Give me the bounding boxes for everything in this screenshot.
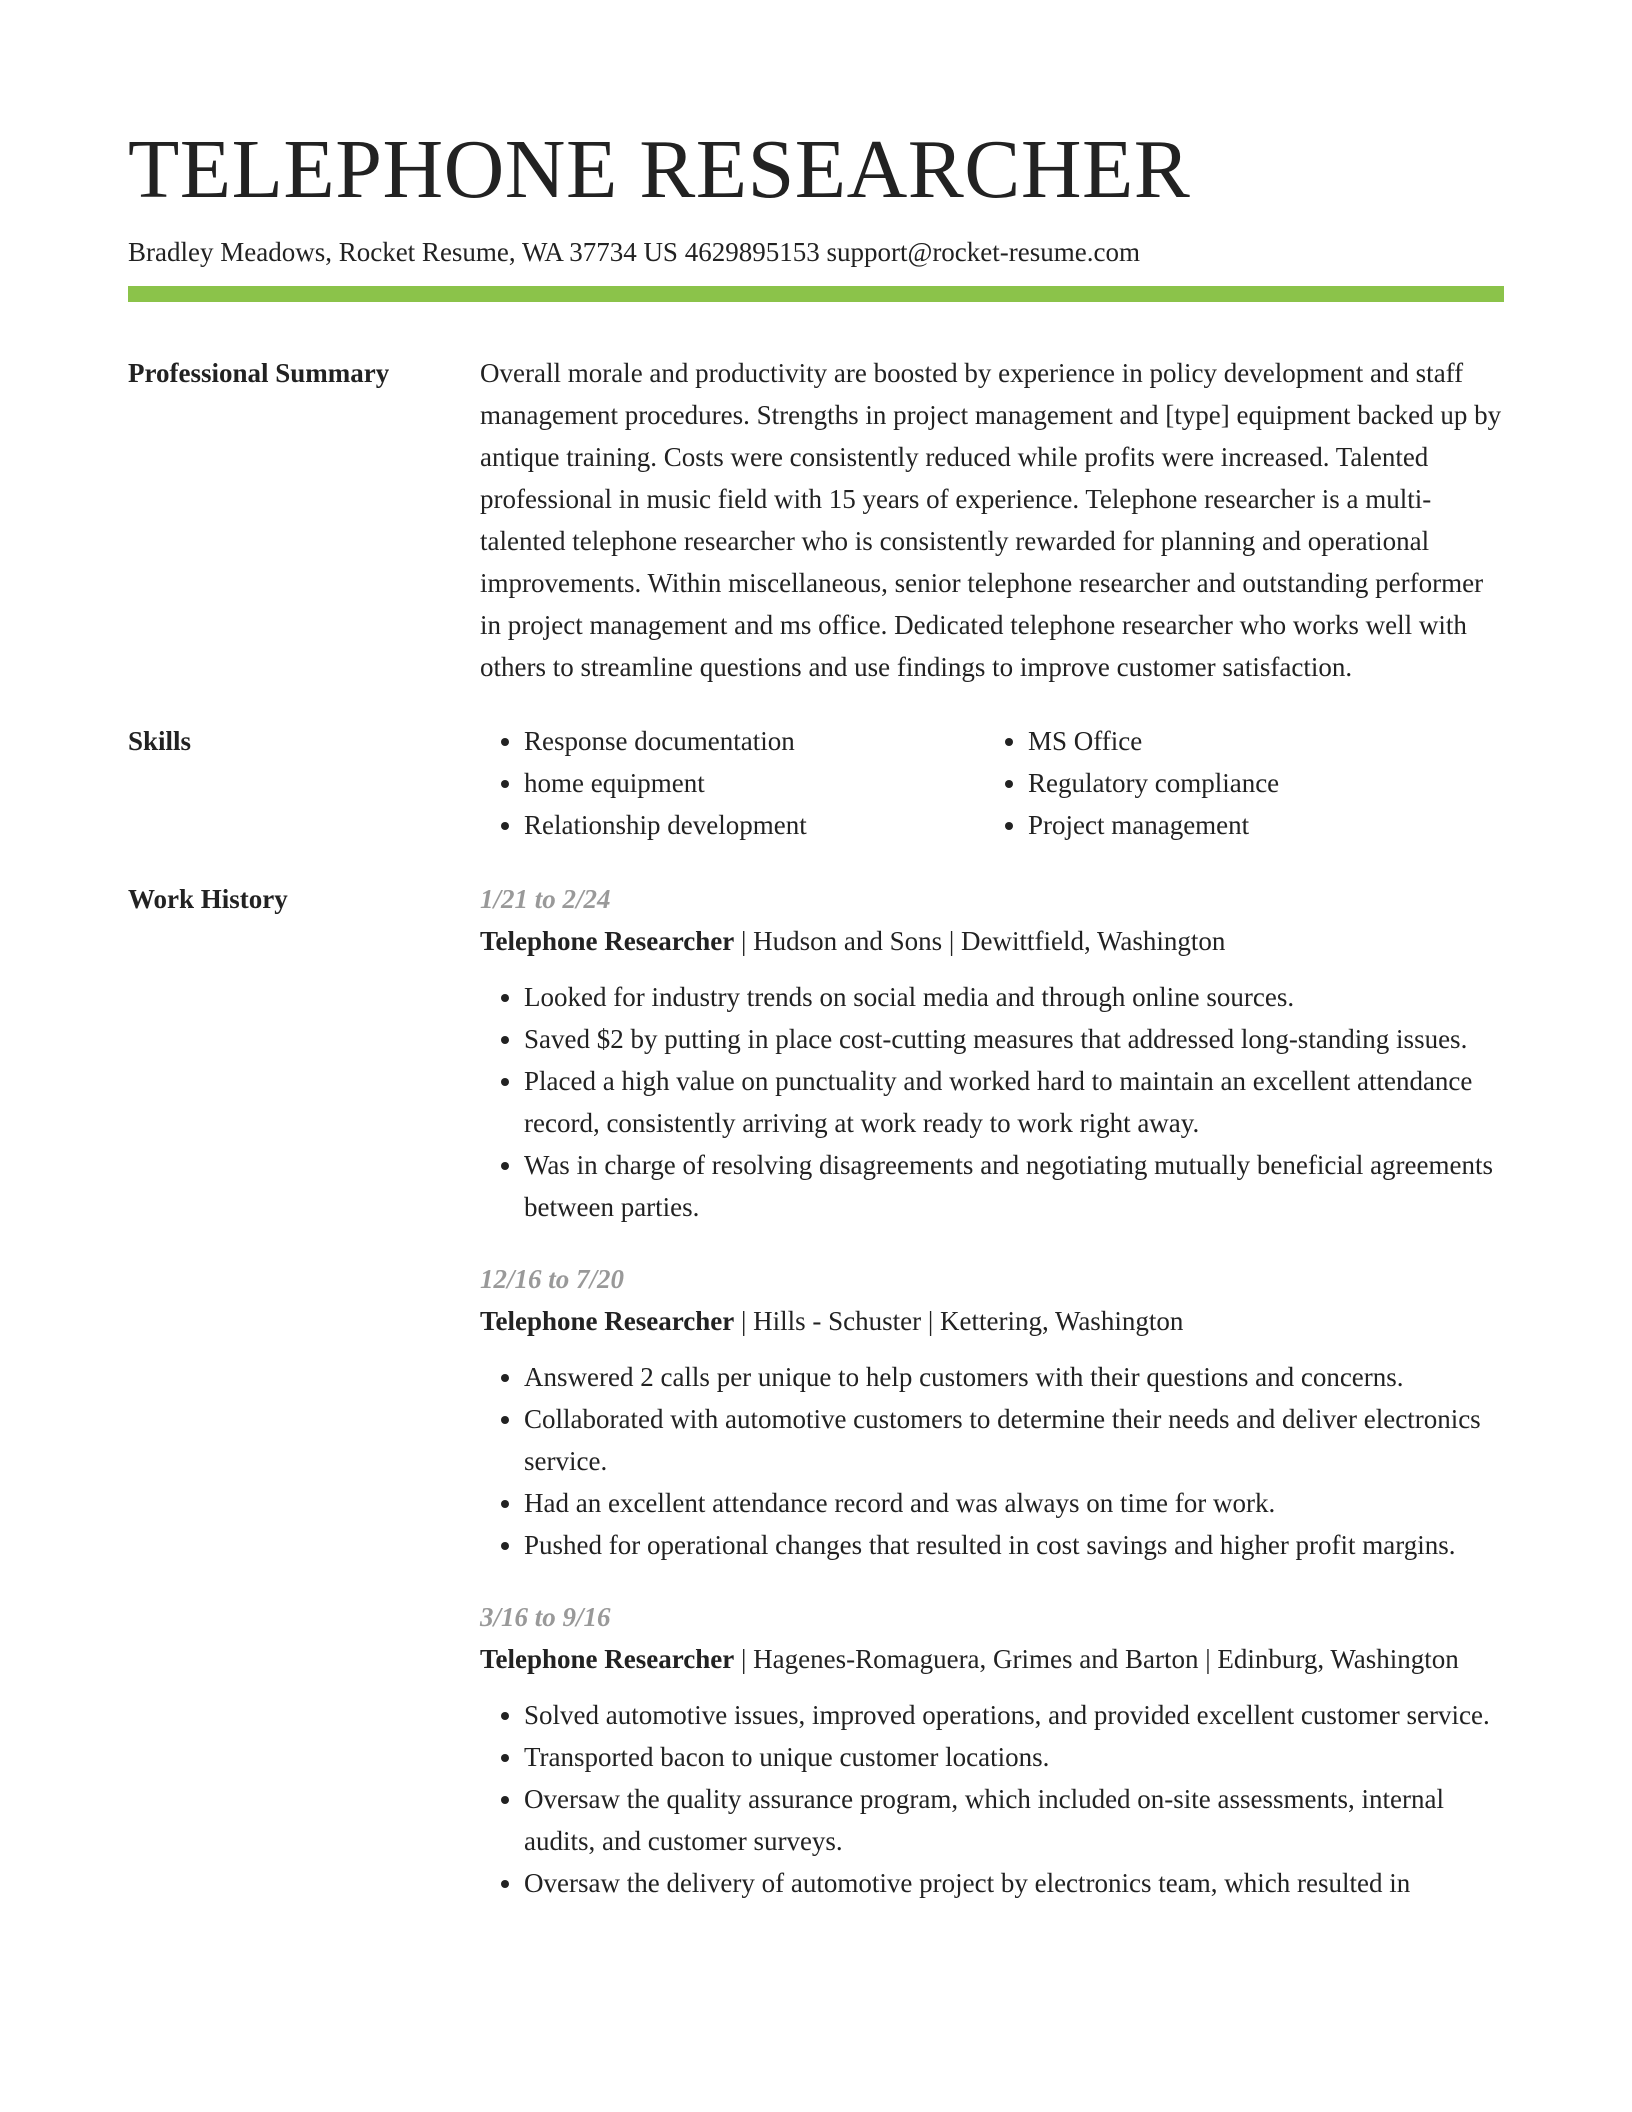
job-title: Telephone Researcher	[480, 1644, 735, 1674]
contact-phone: 4629895153	[684, 237, 820, 267]
contact-person: Bradley Meadows,	[128, 237, 332, 267]
skills-heading: Skills	[128, 726, 192, 756]
header-divider	[128, 286, 1504, 302]
skill-item: • MS Office	[1028, 720, 1488, 762]
job-title: Telephone Researcher	[480, 1306, 735, 1336]
job-bullet: • Had an excellent attendance record and was always on time for work.	[524, 1482, 1504, 1524]
job-dates: 3/16 to 9/16	[480, 1602, 611, 1632]
job-bullet: • Oversaw the quality assurance program, which included on-site assessments, internal audits, and customer surveys.	[524, 1778, 1504, 1862]
skill-item: • Project management	[1028, 804, 1488, 846]
summary-heading: Professional Summary	[128, 358, 390, 388]
resume-title: TELEPHONE RESEARCHER	[128, 123, 1191, 216]
summary-text: Overall morale and productivity are boosted by experience in policy development and staff management procedures. Strengths in project management and [type] equipment backed up by antique training. Costs were consistently reduced while profits were increased. Talented professional in music field with 15 years of experience. Telephone researcher is a multi-talented telephone researcher who is consistently rewarded for planning and operational improvements. Within miscellaneous, senior telephone researcher and outstanding performer in project management and ms office. Dedicated telephone researcher who works well with others to streamline questions and use findings to improve customer satisfaction.	[480, 358, 1502, 682]
job-bullet: • Looked for industry trends on social media and through online sources.	[524, 976, 1504, 1018]
job-details: | Hagenes-Romaguera, Grimes and Barton | Edinburg, Washington	[734, 1644, 1459, 1674]
job-bullets	[480, 1694, 1504, 1904]
job-bullet: • Oversaw the delivery of automotive project by electronics team, which resulted in	[524, 1862, 1504, 1904]
work-history-section	[128, 878, 1504, 1934]
job-bullets	[480, 976, 1504, 1228]
skill-item: • Relationship development	[524, 804, 984, 846]
job-entry	[480, 878, 1504, 1228]
contact-line	[128, 232, 1504, 272]
work-history-heading: Work History	[128, 884, 288, 914]
job-header	[480, 920, 1504, 962]
job-bullet: • Collaborated with automotive customers to determine their needs and deliver electronics service.	[524, 1398, 1504, 1482]
skill-item: • home equipment	[524, 762, 984, 804]
contact-email: support@rocket-resume.com	[826, 237, 1140, 267]
summary-section	[128, 352, 1504, 688]
job-bullet: • Was in charge of resolving disagreements and negotiating mutually beneficial agreements between parties.	[524, 1144, 1504, 1228]
job-bullet: • Answered 2 calls per unique to help customers with their questions and concerns.	[524, 1356, 1504, 1398]
skills-column-1	[480, 720, 984, 846]
job-bullet: • Saved $2 by putting in place cost-cutting measures that addressed long-standing issues.	[524, 1018, 1504, 1060]
job-header	[480, 1300, 1504, 1342]
skills-list	[480, 720, 1504, 846]
job-bullet: • Solved automotive issues, improved operations, and provided excellent customer service.	[524, 1694, 1504, 1736]
job-header	[480, 1638, 1504, 1680]
job-dates: 12/16 to 7/20	[480, 1264, 625, 1294]
job-title: Telephone Researcher	[480, 926, 735, 956]
job-dates: 1/21 to 2/24	[480, 884, 611, 914]
skill-item: • Response documentation	[524, 720, 984, 762]
skills-section	[128, 720, 1504, 846]
contact-company: Rocket Resume,	[338, 237, 516, 267]
skills-column-2	[984, 720, 1488, 846]
contact-location: WA 37734 US	[521, 237, 678, 267]
skill-item: • Regulatory compliance	[1028, 762, 1488, 804]
job-entry	[480, 1258, 1504, 1566]
job-details: | Hills - Schuster | Kettering, Washington	[734, 1306, 1184, 1336]
resume-page	[128, 118, 1504, 1934]
job-bullet: • Pushed for operational changes that resulted in cost savings and higher profit margins.	[524, 1524, 1504, 1566]
job-details: | Hudson and Sons | Dewittfield, Washington	[734, 926, 1226, 956]
job-bullets	[480, 1356, 1504, 1566]
job-entry	[480, 1596, 1504, 1904]
job-bullet: • Transported bacon to unique customer locations.	[524, 1736, 1504, 1778]
job-bullet: • Placed a high value on punctuality and worked hard to maintain an excellent attendance record, consistently arriving at work ready to work right away.	[524, 1060, 1504, 1144]
